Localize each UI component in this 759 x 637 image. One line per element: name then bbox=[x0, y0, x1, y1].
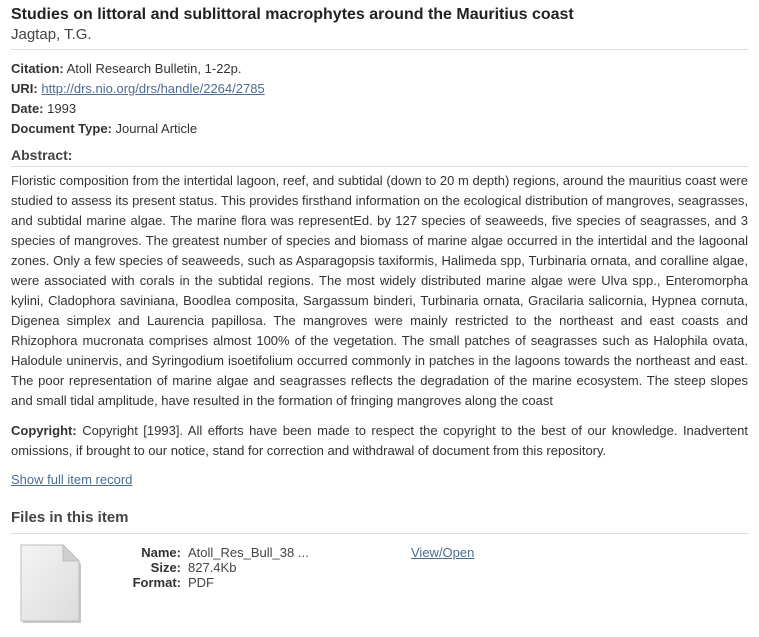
copyright-text: Copyright [1993]. All efforts have been made to respect the copyright to the best of our knowledge. Inadvertent omissions, if brought to our notice, stand for correction and withdrawal of document from this repository. bbox=[11, 423, 748, 458]
uri-label: URI: bbox=[11, 81, 38, 96]
citation-label: Citation: bbox=[11, 61, 64, 76]
file-name-row bbox=[118, 545, 309, 560]
copyright-label: Copyright: bbox=[11, 423, 77, 438]
document-type-value: Journal Article bbox=[115, 121, 198, 136]
file-format-label: Format: bbox=[132, 575, 181, 590]
file-format-row bbox=[118, 575, 309, 590]
view-open-link[interactable]: View/Open bbox=[411, 545, 475, 560]
citation-value: Atoll Research Bulletin, 1-22p. bbox=[66, 61, 242, 76]
file-name-value: Atoll_Res_Bull_38 ... bbox=[188, 545, 309, 560]
document-file-icon[interactable] bbox=[19, 543, 83, 625]
document-type-row bbox=[11, 119, 748, 139]
metadata-block bbox=[11, 59, 748, 139]
file-name-label: Name: bbox=[141, 545, 181, 560]
files-divider bbox=[11, 533, 748, 534]
date-label: Date: bbox=[11, 101, 44, 116]
file-details bbox=[118, 545, 309, 590]
title-divider bbox=[11, 49, 748, 50]
show-full-record-link[interactable]: Show full item record bbox=[11, 472, 133, 487]
abstract-divider bbox=[11, 166, 748, 167]
abstract-text: Floristic composition from the intertidal lagoon, reef, and subtidal (down to 20 m depth) regions, around the mauritius coast were studied to assess its present status. This provides firsthand information on the ecological distribution of mangroves, seagrasses, and subtidal marine algae. The marine flora was representEd. by 127 species of seaweeds, five species of seagrasses, and 3 species of mangroves. The greatest number of species and biomass of marine algae occurred in the intertidal and the lagoonal zones. Only a few species of seaweeds, such as Asparagopsis taxiformis, Halimeda spp, Turbinaria ornata, and coralline algae, were associated with corals in the subtidal regions. The most widely distributed marine algae were Ulva spp., Enteromorpha kylini, Cladophora saviniana, Boodlea composita, Sargassum binderi, Turbinaria ornata, Gracilaria salicornia, Hypnea cornuta, Digenea simplex and Laurencia papillosa. The mangroves were mainly restricted to the northeast and east coasts and Rhizophora mucronata comprises almost 100% of the vegetation. The small patches of seagrasses such as Halophila ovata, Halodule uninervis, and Syringodium isoetifolium occurred commonly in patches in the lagoons towards the northeast and east. The poor representation of marine algae and seagrasses reflects the degradation of the marine ecosystem. The steep slopes and small tidal amplitude, have resulted in the formation of fringing mangroves along the coast bbox=[11, 173, 748, 408]
file-item bbox=[11, 543, 748, 633]
citation-row bbox=[11, 59, 748, 79]
date-row bbox=[11, 99, 748, 119]
file-format-value: PDF bbox=[188, 575, 214, 590]
date-value: 1993 bbox=[47, 101, 77, 116]
uri-row bbox=[11, 79, 748, 99]
uri-link[interactable]: http://drs.nio.org/drs/handle/2264/2785 bbox=[41, 81, 265, 96]
file-size-label: Size: bbox=[150, 560, 181, 575]
document-type-label: Document Type: bbox=[11, 121, 112, 136]
copyright-block bbox=[11, 421, 748, 461]
files-heading: Files in this item bbox=[11, 509, 129, 526]
item-author: Jagtap, T.G. bbox=[11, 26, 92, 43]
item-title: Studies on littoral and sublittoral macrophytes around the Mauritius coast bbox=[11, 6, 574, 23]
abstract-heading: Abstract: bbox=[11, 147, 73, 163]
file-size-value: 827.4Kb bbox=[188, 560, 237, 575]
file-size-row bbox=[118, 560, 309, 575]
